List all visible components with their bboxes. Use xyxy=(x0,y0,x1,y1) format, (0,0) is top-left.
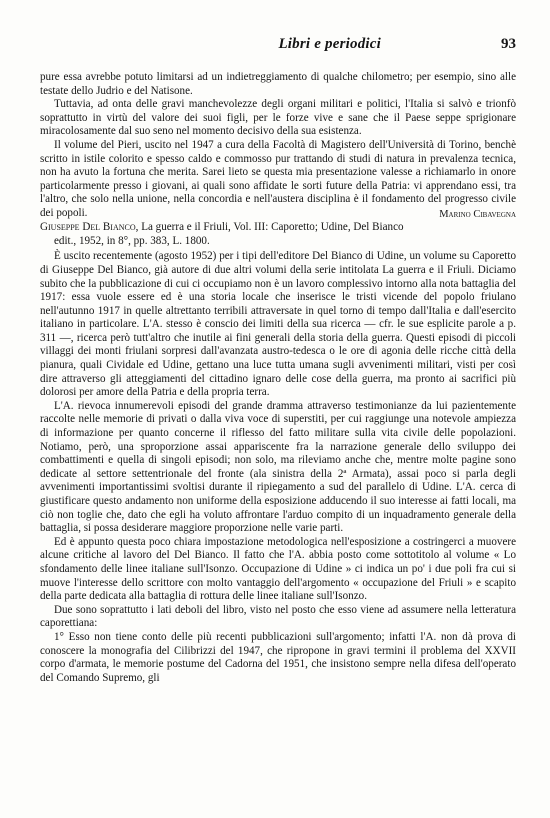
review-text-del-bianco xyxy=(40,221,516,685)
paragraph: È uscito recentemente (agosto 1952) per i tipi dell'editore Del Bianco di Udine, un volume su Caporetto di Giuseppe Del Bianco, già autore di due altri volumi della serie intitolata La guerra e il Friuli. Diciamo subito che la pubblicazione di cui ci occupiamo non è un lavoro complessivo intorno alla nota battaglia del 1917: essa vuole essere ed è una storia locale che inserisce le tristi vicende del popolo friulano nell'autunno 1917 in quelle altrettanto terribili attraversate in quel torno di tempo dall'Italia e dall'esercito italiano in particolare. L'A. stesso è conscio dei limiti della sua ricerca — cfr. le sue esplicite parole a p. 311 —, ricerca però tutt'altro che inutile ai fini generali della storia della guerra. Questi episodi di piccoli villaggi dei monti friulani sorpresi dall'avanzata austro-tedesca o le ore di agonia delle ricche città della pianura, quali Cividale ed Udine, gettano una luce tutta umana sugli avvenimenti militari, visti per così dire attraverso gli atteggiamenti del cittadino ignaro delle cose della guerra, ma pronto ai sacrifici più dolorosi per amore della Patria e della propria terra. xyxy=(40,250,516,399)
review-text-pieri xyxy=(40,71,516,221)
page-number: 93 xyxy=(501,36,516,52)
reviewer-signature: Marino Cibavegna xyxy=(439,208,516,220)
citation-details: , La guerra e il Friuli, Vol. III: Caporetto; Udine, Del Bianco xyxy=(135,221,404,234)
book-citation xyxy=(40,221,516,248)
paragraph: L'A. rievoca innumerevoli episodi del grande dramma attraverso testimonianze da lui pazientemente raccolte nelle memorie di privati o dalla viva voce di superstiti, per cui raggiunge una notevole ampiezza di informazione per quanto concerne il riflesso del fatto militare sulla vita civile delle popolazioni. Notiamo, però, una sproporzione assai appariscente fra la narrazione generale dello sviluppo dei combattimenti e quella di singoli episodi; non solo, ma rileviamo anche che, mentre molte pagine sono dedicate al settore settentrionale del fronte (ala sinistra della 2ª Armata), assai poco si parla degli avvenimenti importantissimi svoltisi durante il ripiegamento a sud del parallelo di Udine. L'A. cerca di giustificare questo andamento non uniforme della esposizione adducendo il suo interesse ai fatti locali, ma ciò non toglie che, dato che egli ha voluto affrontare l'arduo compito di un inquadramento generale della battaglia, si possa desiderare maggiore proporzione nelle varie parti. xyxy=(40,399,516,535)
paragraph: Ed è appunto questa poco chiara impostazione metodologica nell'esposizione a costringerci a muovere alcune critiche al lavoro del Del Bianco. Il fatto che l'A. abbia posto come sottotitolo al volume « Lo sfondamento delle linee italiane sull'Isonzo. Occupazione di Udine » ci indica un po' i due poli fra cui si muove l'interesse dello scrittore con molto vantaggio dell'argomento « occupazione del Friuli » e scapito della parte dedicata alla battaglia di rottura delle linee italiane sull'Isonzo. xyxy=(40,535,516,603)
paragraph: Il volume del Pieri, uscito nel 1947 a cura della Facoltà di Magistero dell'Università di Torino, benchè scritto in istile colorito e spesso caldo e commosso pur trattando di studi di natura in prevalenza tecnica, non ha avuto la fortuna che merita. Sarei lieto se questa mia presentazione valesse a richiamarlo in onore particolarmente presso i giovani, ai quali sono affidate le sorti future della Patria: vi apprendano essi, tra l'altro, che solo nella unione, nella concordia e nell'austera disciplina è il fondamento del progresso civile dei popoli. xyxy=(40,138,516,219)
paragraph: pure essa avrebbe potuto limitarsi ad un indietreggiamento di qualche chilometro; per esempio, sino alle testate dello Judrio e del Natisone. xyxy=(40,71,516,97)
running-title: Libri e periodici xyxy=(278,36,381,52)
page-header xyxy=(40,36,516,53)
citation-details-continued: edit., 1952, in 8°, pp. 383, L. 1800. xyxy=(54,234,210,247)
paragraph: Tuttavia, ad onta delle gravi manchevolezze degli organi militari e politici, l'Italia si salvò e trionfò soprattutto in virtù del valore dei suoi figli, per le forze vive e sane che il Paese seppe sprigionare miracolosamente dal suo seno nel momento decisivo della sua esistenza. xyxy=(40,98,516,138)
paragraph: Due sono soprattutto i lati deboli del libro, visto nel posto che esso viene ad assumere nella letteratura caporettiana: xyxy=(40,603,516,630)
citation-author: Giuseppe Del Bianco xyxy=(40,221,136,234)
paragraph: 1° Esso non tiene conto delle più recenti pubblicazioni sull'argomento; infatti l'A. non dà prova di conoscere la monografia del Cilibrizzi del 1947, che ripropone in gravi termini il problema del XXVII corpo d'armata, le memorie postume del Cadorna del 1951, che insistono sempre nella difesa dell'operato del Comando Supremo, gli xyxy=(40,630,516,684)
